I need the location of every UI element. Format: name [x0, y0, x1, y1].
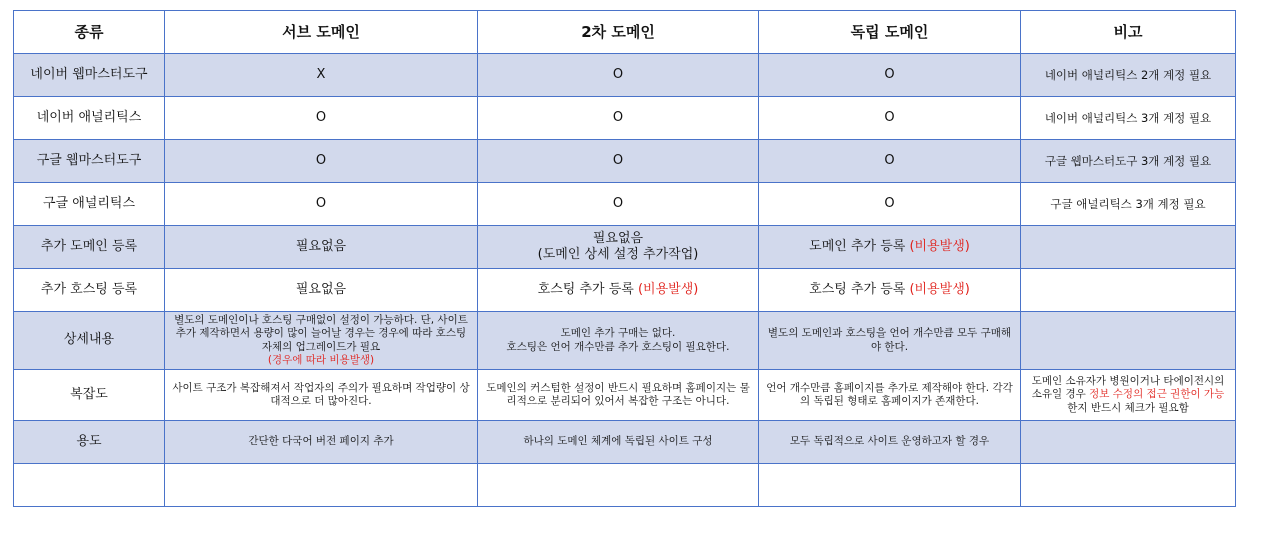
cell-text: 한지 반드시 체크가 필요함: [1067, 401, 1189, 414]
cell-text: 도메인 소유자가 병원이거나 타에이전시의 소유일 경우: [1031, 375, 1225, 401]
sub-domain-cell: 필요없음: [165, 226, 478, 269]
sub-domain-cell: 사이트 구조가 복잡해져서 작업자의 주의가 필요하며 작업량이 상대적으로 더 많아진다.: [165, 370, 478, 421]
cell-text: 호스팅 추가 등록: [537, 281, 638, 297]
header-type: 종류: [14, 11, 165, 54]
access-warning: 정보 수정의 접근 권한이 가능: [1089, 388, 1225, 401]
note-cell: [1021, 370, 1236, 421]
cell-text: 도메인 추가 등록: [809, 238, 910, 254]
second-domain-cell: 하나의 도메인 체계에 독립된 사이트 구성: [478, 421, 759, 464]
domain-comparison-table: [13, 10, 1236, 507]
cell-line: 필요없음: [592, 230, 644, 246]
note-cell: 네이버 애널리틱스 2개 계정 필요: [1021, 54, 1236, 97]
cell-line: 도메인 추가 구매는 없다.: [560, 327, 676, 340]
table-header-row: [14, 11, 1236, 54]
empty-cell: [1021, 464, 1236, 507]
row-label: 구글 애널리틱스: [14, 183, 165, 226]
row-label: 추가 도메인 등록: [14, 226, 165, 269]
independent-domain-cell: O: [759, 183, 1021, 226]
second-domain-cell: [478, 269, 759, 312]
row-label: 복잡도: [14, 370, 165, 421]
cell-line: 호스팅은 언어 개수만큼 추가 호스팅이 필요한다.: [506, 340, 730, 353]
row-label: 구글 웹마스터도구: [14, 140, 165, 183]
second-domain-cell: [478, 226, 759, 269]
header-independent-domain: 독립 도메인: [759, 11, 1021, 54]
note-cell: 구글 애널리틱스 3개 계정 필요: [1021, 183, 1236, 226]
second-domain-cell: O: [478, 183, 759, 226]
row-label: 네이버 웹마스터도구: [14, 54, 165, 97]
header-sub-domain: 서브 도메인: [165, 11, 478, 54]
empty-cell: [14, 464, 165, 507]
table-row: [14, 370, 1236, 421]
header-note: 비고: [1021, 11, 1236, 54]
note-cell: [1021, 226, 1236, 269]
cost-warning: (비용발생): [909, 281, 970, 297]
second-domain-cell: O: [478, 97, 759, 140]
independent-domain-cell: O: [759, 54, 1021, 97]
second-domain-cell: O: [478, 140, 759, 183]
cell-text: 별도의 도메인이나 호스팅 구매없이 설정이 가능하다. 단, 사이트 추가 제작하면서 용량이 많이 늘어날 경우는 경우에 따라 호스팅 자체의 업그레이드가 필요: [174, 314, 468, 353]
sub-domain-cell: O: [165, 97, 478, 140]
cost-warning: (경우에 따라 비용발생): [267, 353, 375, 366]
cost-warning: (비용발생): [637, 281, 699, 297]
independent-domain-cell: 모두 독립적으로 사이트 운영하고자 할 경우: [759, 421, 1021, 464]
cell-text: 호스팅 추가 등록: [809, 281, 910, 297]
second-domain-cell: O: [478, 54, 759, 97]
independent-domain-cell: [759, 269, 1021, 312]
table-row: [14, 269, 1236, 312]
sub-domain-cell: 간단한 다국어 버전 페이지 추가: [165, 421, 478, 464]
row-label: 네이버 애널리틱스: [14, 97, 165, 140]
table-row: [14, 183, 1236, 226]
note-cell: 구글 웹마스터도구 3개 계정 필요: [1021, 140, 1236, 183]
note-cell: [1021, 269, 1236, 312]
empty-cell: [478, 464, 759, 507]
cost-warning: (비용발생): [909, 238, 970, 254]
table-row: [14, 312, 1236, 370]
independent-domain-cell: 언어 개수만큼 홈페이지를 추가로 제작해야 한다. 각각의 독립된 형태로 홈페이지가 존재한다.: [759, 370, 1021, 421]
cell-line: (도메인 상세 설정 추가작업): [537, 247, 699, 262]
sub-domain-cell: [165, 312, 478, 370]
table-row: [14, 97, 1236, 140]
second-domain-cell: [478, 312, 759, 370]
sub-domain-cell: O: [165, 183, 478, 226]
independent-domain-cell: 별도의 도메인과 호스팅을 언어 개수만큼 모두 구매해야 한다.: [759, 312, 1021, 370]
row-label: 추가 호스팅 등록: [14, 269, 165, 312]
note-cell: 네이버 애널리틱스 3개 계정 필요: [1021, 97, 1236, 140]
second-domain-cell: 도메인의 커스텀한 설정이 반드시 필요하며 홈페이지는 물리적으로 분리되어 있어서 복잡한 구조는 아니다.: [478, 370, 759, 421]
empty-cell: [165, 464, 478, 507]
independent-domain-cell: [759, 226, 1021, 269]
note-cell: [1021, 312, 1236, 370]
table-row: [14, 421, 1236, 464]
sub-domain-cell: 필요없음: [165, 269, 478, 312]
table-row: [14, 54, 1236, 97]
note-cell: [1021, 421, 1236, 464]
table-row-empty: [14, 464, 1236, 507]
table-row: [14, 140, 1236, 183]
row-label: 상세내용: [14, 312, 165, 370]
sub-domain-cell: X: [165, 54, 478, 97]
empty-cell: [759, 464, 1021, 507]
row-label: 용도: [14, 421, 165, 464]
sub-domain-cell: O: [165, 140, 478, 183]
table-row: [14, 226, 1236, 269]
independent-domain-cell: O: [759, 140, 1021, 183]
independent-domain-cell: O: [759, 97, 1021, 140]
header-second-domain: 2차 도메인: [478, 11, 759, 54]
